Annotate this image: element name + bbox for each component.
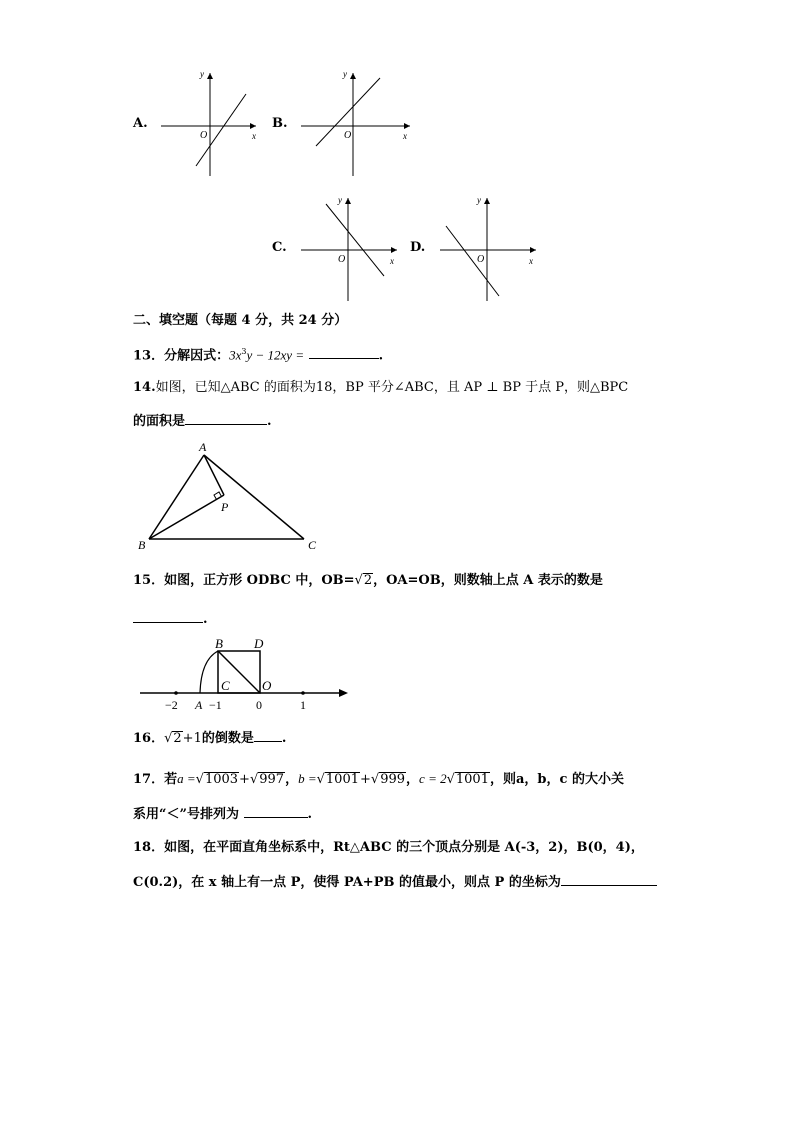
- graph-d-line: [446, 226, 499, 296]
- option-d-label: D.: [410, 240, 426, 255]
- q13-expr-a: 3x: [229, 347, 242, 363]
- q15-label-a: A: [195, 698, 203, 712]
- graph-d-x-label: x: [529, 256, 533, 266]
- q17-plus1: +: [239, 772, 250, 787]
- question-15-line1: 15．如图，正方形 ODBC 中，OB=√2，OA=OB，则数轴上点 A 表示的数是: [133, 573, 603, 588]
- q15-sqrt-value: 2: [363, 573, 373, 588]
- q14-side-ab: [149, 455, 204, 539]
- graph-c-x-label: x: [390, 256, 394, 266]
- q13-answer-blank[interactable]: [309, 346, 379, 359]
- q17-b: b =: [298, 771, 317, 786]
- q17-line2: 系用“＜”号排列为: [133, 807, 239, 822]
- q15-text-a: 如图，正方形 ODBC 中，OB=: [164, 573, 355, 588]
- question-15-line2: [133, 610, 208, 628]
- q14-side-ac: [204, 455, 304, 539]
- q15-tick-minus1: −1: [209, 698, 222, 712]
- section-title: 二、填空题（每题 4 分，共 24 分）: [133, 313, 348, 328]
- question-17-line2: [133, 805, 312, 823]
- q17-text-if: 若: [164, 772, 178, 787]
- q17-plus2: +: [360, 772, 371, 787]
- q17-comma1: ，: [285, 772, 299, 787]
- q17-text-tail: ，则a，b，c 的大小关: [489, 772, 624, 787]
- q18-line2: C(0.2)，在 x 轴上有一点 P，使得 PA+PB 的值最小，则点 P 的坐标为: [133, 875, 561, 890]
- q17-a2: 997: [259, 772, 285, 787]
- q15-label-d: D: [254, 636, 264, 651]
- q13-expr-sup: 3: [241, 347, 247, 356]
- q14-line1: 如图，已知△ABC 的面积为18，BP 平分∠ABC，且 AP ⊥ BP 于点 P，则△BPC: [155, 380, 629, 395]
- graph-b-origin: O: [344, 130, 352, 141]
- q17-answer-blank[interactable]: [244, 805, 308, 818]
- q17-number: 17．: [133, 772, 165, 787]
- q16-number: 16．: [133, 731, 165, 746]
- q17-end: .: [307, 807, 313, 822]
- q16-plus: +1: [182, 731, 202, 746]
- q17-b2: 999: [380, 772, 406, 787]
- q16-answer-blank[interactable]: [254, 729, 282, 742]
- q18-answer-blank[interactable]: [561, 873, 657, 886]
- q17-c1: 1001: [455, 772, 489, 787]
- graph-c-y-label: y: [338, 195, 342, 205]
- q15-end: .: [203, 612, 208, 627]
- option-a-label: A.: [133, 116, 148, 131]
- graph-c-line: [326, 204, 384, 276]
- q18-number: 18．: [133, 840, 165, 855]
- question-16: 16．√2+1的倒数是 .: [133, 731, 287, 746]
- q16-text: 的倒数是: [201, 731, 254, 746]
- graph-b-x-label: x: [403, 131, 407, 141]
- q14-answer-blank[interactable]: [185, 412, 267, 425]
- q15-number: 15．: [133, 573, 165, 588]
- graph-a: [158, 68, 258, 178]
- q14-figure: [132, 438, 327, 553]
- q14-segment-ap: [204, 455, 224, 495]
- option-b-label: B.: [272, 116, 288, 131]
- q15-tick-0: 0: [256, 698, 262, 712]
- q15-tick-1: 1: [300, 698, 306, 712]
- question-14-line2: [133, 412, 272, 430]
- graph-d-y-label: y: [477, 195, 481, 205]
- graph-d: [437, 193, 539, 303]
- q17-b1: 1001: [325, 772, 359, 787]
- question-13: [133, 344, 383, 364]
- q15-arc: [200, 651, 218, 693]
- q16-sqrt-value: 2: [173, 731, 182, 746]
- q15-answer-blank[interactable]: [133, 610, 203, 623]
- q14-end: .: [267, 414, 272, 429]
- q18-line1: 如图，在平面直角坐标系中，Rt△ABC 的三个顶点分别是 A(-3，2)，B(0，4)，: [164, 840, 644, 855]
- q13-number: 13．: [133, 348, 165, 364]
- q17-a: a =: [177, 771, 196, 786]
- option-c-label: C.: [272, 240, 287, 255]
- q14-label-c: C: [308, 538, 317, 552]
- graph-b-y-label: y: [343, 69, 347, 79]
- q13-expr-b: y − 12xy =: [246, 347, 305, 363]
- graph-a-x-label: x: [252, 131, 256, 141]
- graph-a-y-label: y: [200, 69, 204, 79]
- q16-end: .: [281, 731, 287, 746]
- q13-text: 分解因式：: [164, 348, 230, 364]
- question-18-line2: [133, 873, 657, 891]
- q15-text-b: ，OA=OB，则数轴上点 A 表示的数是: [373, 573, 603, 588]
- graph-c-origin: O: [338, 254, 346, 265]
- q14-label-a: A: [199, 440, 207, 454]
- question-17-line1: 17．若a =√1003+√997，b =√1001+√999，c = 2√1001，则a，b，c 的大小关: [133, 771, 624, 787]
- graph-c: [298, 193, 400, 303]
- q14-segment-bp: [149, 495, 224, 539]
- q13-end: .: [378, 348, 384, 364]
- q17-comma2: ，: [406, 772, 420, 787]
- question-18-line1: [133, 840, 644, 856]
- q17-c: c = 2: [419, 771, 447, 786]
- q14-number: 14.: [133, 380, 156, 395]
- q15-figure: [135, 632, 355, 712]
- graph-a-origin: O: [200, 130, 208, 141]
- q14-label-p: P: [221, 500, 229, 514]
- q17-a1: 1003: [204, 772, 239, 787]
- q14-label-b: B: [138, 538, 146, 552]
- q15-label-c: C: [221, 678, 230, 693]
- q15-label-b: B: [215, 636, 223, 651]
- q15-label-o: O: [262, 678, 272, 693]
- question-14-line1: [133, 380, 628, 396]
- q15-tick-minus2: −2: [165, 698, 178, 712]
- q14-line2: 的面积是: [133, 414, 186, 429]
- graph-d-origin: O: [477, 254, 485, 265]
- graph-b: [298, 68, 413, 178]
